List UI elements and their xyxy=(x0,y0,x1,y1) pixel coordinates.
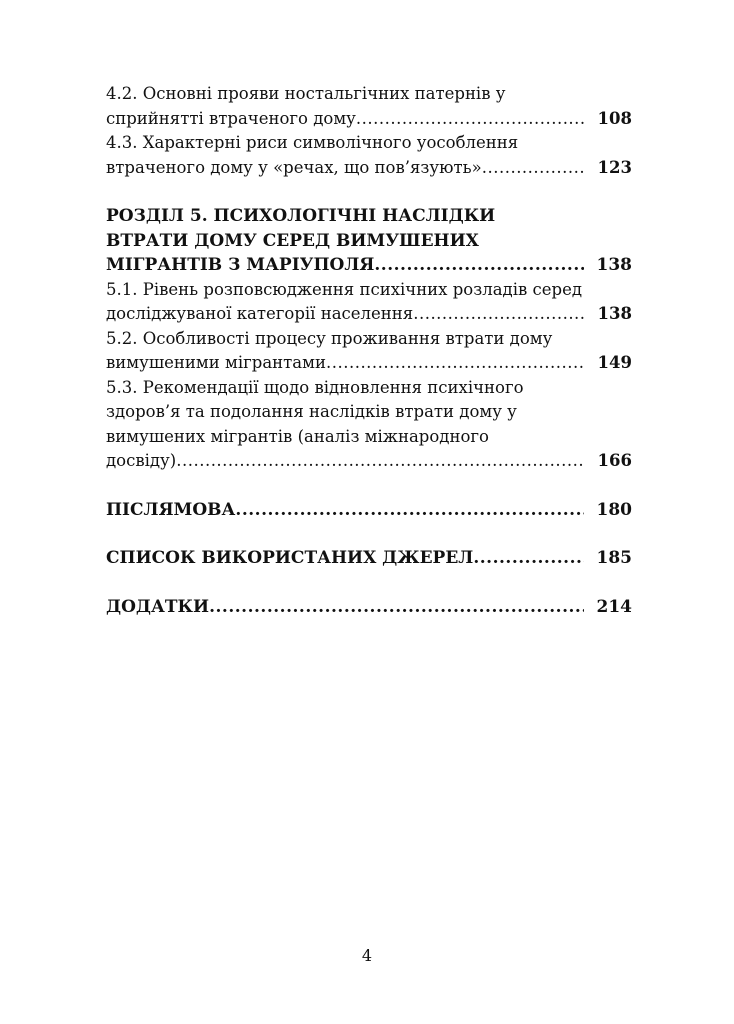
toc-entry-5-2 xyxy=(106,327,632,376)
toc-entry-text: досвіду) xyxy=(106,451,177,470)
toc-page-number: 185 xyxy=(596,548,632,568)
dot-leader xyxy=(176,449,584,474)
toc-page-number: 214 xyxy=(596,596,632,617)
dot-leader xyxy=(473,546,584,571)
toc-chapter-title: ВТРАТИ ДОМУ СЕРЕД ВИМУШЕНИХ xyxy=(106,230,479,251)
toc-page-number: 180 xyxy=(596,499,632,520)
toc-chapter-5 xyxy=(106,204,632,278)
toc-entry-4-2 xyxy=(106,82,632,131)
toc-entry-text: здоров’я та подолання наслідків втрати дому у xyxy=(106,402,517,421)
toc-entry-text: 4.2. Основні прояви ностальгічних патернів у xyxy=(106,84,506,103)
toc-chapter-title: ДОДАТКИ xyxy=(106,596,210,617)
toc-page-number: 138 xyxy=(596,255,632,275)
toc-entry-text: досліджуваної категорії населення xyxy=(106,304,414,323)
dot-leader xyxy=(482,156,584,181)
toc-chapter-title: СПИСОК ВИКОРИСТАНИХ ДЖЕРЕЛ xyxy=(106,548,474,568)
toc-entry-text: втраченого дому у «речах, що пов’язують» xyxy=(106,157,482,177)
toc-page-number: 166 xyxy=(597,451,632,470)
toc-page-number: 149 xyxy=(597,353,632,372)
toc-entry-text: 5.1. Рівень розповсюдження психічних розладів серед xyxy=(106,279,583,299)
toc-page-number: 123 xyxy=(597,157,632,177)
toc-entry-5-1 xyxy=(106,278,632,327)
dot-leader xyxy=(374,253,584,278)
toc-afterword xyxy=(106,498,632,523)
toc-entry-4-3 xyxy=(106,131,632,180)
toc-entry-text: вимушених мігрантів (аналіз міжнародного xyxy=(106,426,489,446)
toc-chapter-title: МІГРАНТІВ З МАРІУПОЛЯ xyxy=(106,255,375,275)
toc-chapter-title: ПІСЛЯМОВА xyxy=(106,499,236,520)
toc-page-number: 138 xyxy=(597,304,632,323)
toc-entry-5-3 xyxy=(106,376,632,474)
dot-leader xyxy=(326,351,584,376)
toc-entry-text: вимушеними мігрантами xyxy=(106,353,326,372)
toc-entry-text: сприйнятті втраченого дому xyxy=(106,108,356,128)
toc-entry-text: 4.3. Характерні риси символічного уособлення xyxy=(106,133,519,152)
toc-page-number: 108 xyxy=(597,108,632,128)
toc-appendices xyxy=(106,595,632,620)
dot-leader xyxy=(413,302,584,327)
toc-chapter-title: РОЗДІЛ 5. ПСИХОЛОГІЧНІ НАСЛІДКИ xyxy=(106,206,496,226)
toc-sources xyxy=(106,546,632,571)
toc-entry-text: 5.3. Рекомендації щодо відновлення психічного xyxy=(106,377,524,397)
toc-entry-text: 5.2. Особливості процесу проживання втрати дому xyxy=(106,328,553,348)
dot-leader xyxy=(209,595,584,620)
page-number: 4 xyxy=(361,946,373,965)
table-of-contents xyxy=(106,82,632,619)
dot-leader xyxy=(235,498,584,523)
dot-leader xyxy=(356,107,584,132)
